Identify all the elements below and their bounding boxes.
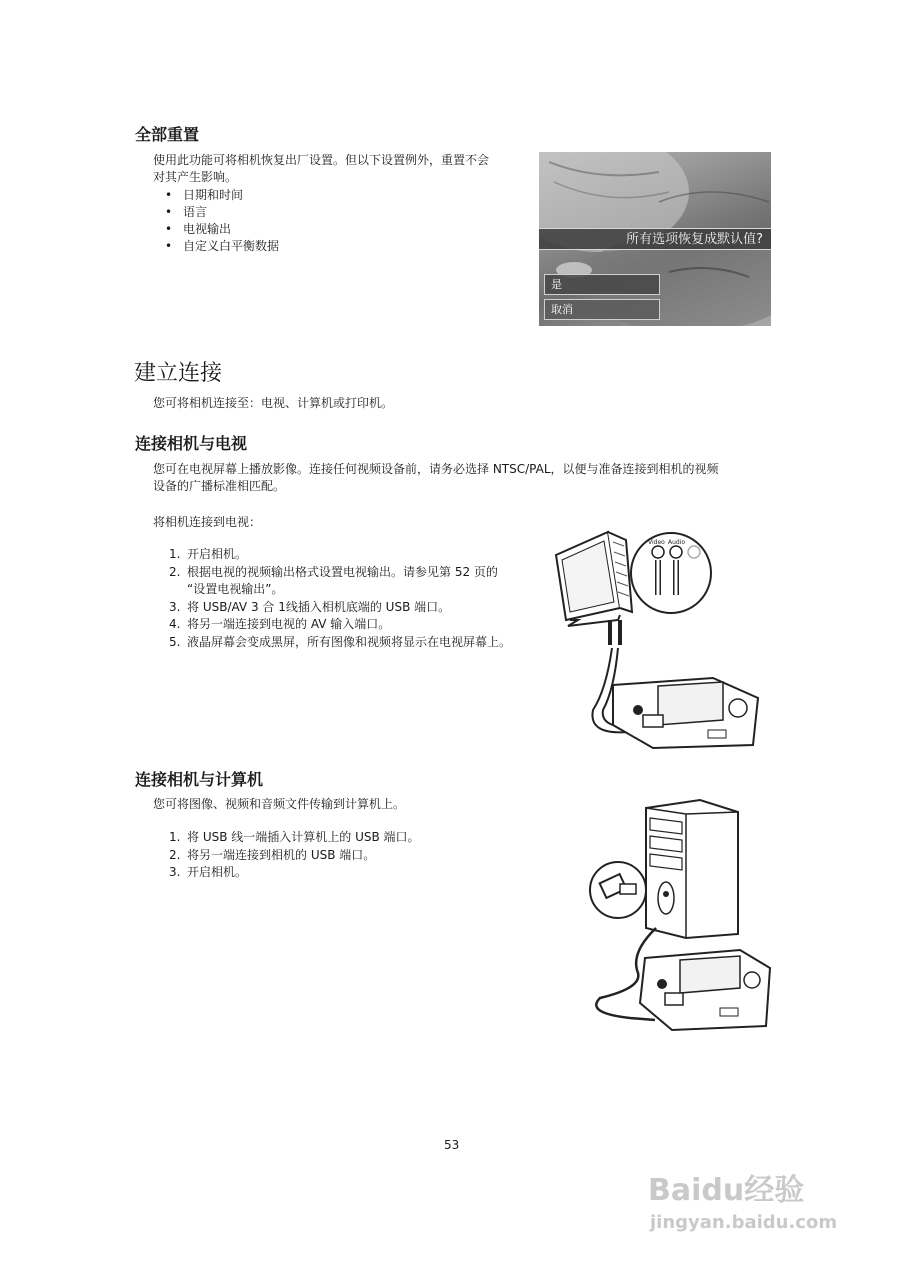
confirm-question: 所有选项恢复成默认值? <box>539 228 771 250</box>
connect-heading: 建立连接 <box>134 361 223 386</box>
yes-option[interactable]: 是 <box>544 274 660 295</box>
list-item: • 自定义白平衡数据 <box>165 238 279 255</box>
reset-exceptions-list <box>165 187 279 255</box>
tv-heading: 连接相机与电视 <box>135 434 248 453</box>
video-jack-label: Video <box>648 539 665 546</box>
connect-intro: 您可将相机连接至：电视、计算机或打印机。 <box>153 396 394 410</box>
list-item: • 日期和时间 <box>165 187 279 204</box>
list-item: 3. 将 USB/AV 3 合 1线插入相机底端的 USB 端口。 <box>169 599 451 614</box>
pc-steps <box>169 829 420 882</box>
list-item: 2. 根据电视的视频输出格式设置电视输出。请参见第 52 页的 <box>169 564 498 579</box>
list-item: 1. 开启相机。 <box>169 547 248 561</box>
list-item: • 语言 <box>165 204 279 221</box>
list-item: 4. 将另一端连接到电视的 AV 输入端口。 <box>169 617 391 631</box>
audio-jack-label: Audio <box>668 539 686 546</box>
tv-paragraph-line1: 您可在电视屏幕上播放影像。连接任何视频设备前，请务必选择 NTSC/PAL，以便与准备连接到相机的视频 <box>153 462 719 476</box>
pc-heading: 连接相机与计算机 <box>135 770 264 789</box>
reset-intro-line2: 对其产生影响。 <box>153 170 238 184</box>
tv-paragraph <box>153 461 793 495</box>
list-item: 2. 将另一端连接到相机的 USB 端口。 <box>169 847 376 862</box>
pc-intro: 您可将图像、视频和音频文件传输到计算机上。 <box>153 797 406 811</box>
cancel-option[interactable]: 取消 <box>544 299 660 320</box>
tv-connection-illustration <box>548 520 773 750</box>
page-number: 53 <box>444 1138 460 1152</box>
list-item: 3. 开启相机。 <box>169 865 248 879</box>
reset-intro-line1: 使用此功能可将相机恢复出厂设置。但以下设置例外，重置不会 <box>153 153 490 167</box>
list-item: • 电视输出 <box>165 221 279 238</box>
list-item: 5. 液晶屏幕会变成黑屏，所有图像和视频将显示在电视屏幕上。 <box>169 634 512 649</box>
baidu-watermark-url: jingyan.baidu.com <box>650 1212 838 1233</box>
list-item: 1. 将 USB 线一端插入计算机上的 USB 端口。 <box>169 830 420 844</box>
baidu-watermark-logo: Baidu经验 <box>648 1173 805 1208</box>
reset-intro <box>153 152 533 186</box>
tv-steps <box>169 546 511 651</box>
tv-paragraph-line2: 设备的广播标准相匹配。 <box>153 479 286 493</box>
reset-confirm-screen <box>539 152 771 326</box>
list-item: “设置电视输出”。 <box>187 582 284 596</box>
pc-connection-illustration <box>580 798 780 1033</box>
tv-lead: 将相机连接到电视： <box>153 515 262 529</box>
reset-heading: 全部重置 <box>135 125 200 144</box>
